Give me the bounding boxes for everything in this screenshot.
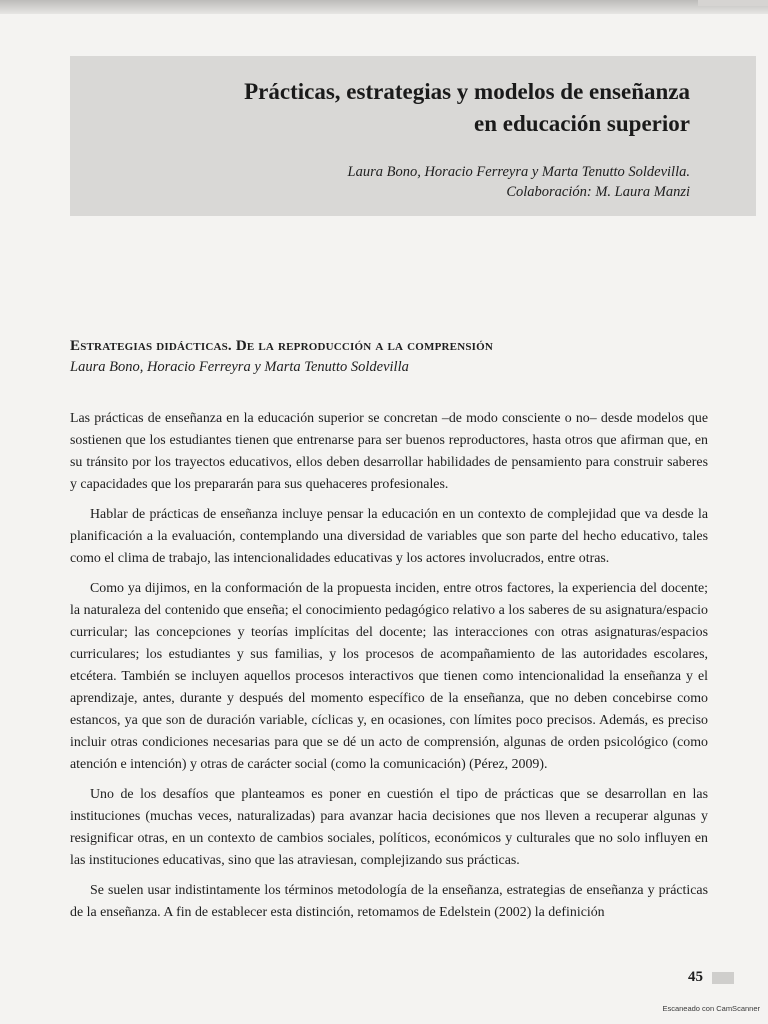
paragraph: Se suelen usar indistintamente los términos metodología de la enseñanza, estrategias de enseñanza y prácticas de la enseñanza. A fin de establecer esta distinción, retomamos de Edelstein (2002) la definición: [70, 883, 708, 920]
body-text: [70, 408, 708, 932]
section-authors: Laura Bono, Horacio Ferreyra y Marta Tenutto Soldevilla: [70, 359, 409, 375]
paragraph: Las prácticas de enseñanza en la educación superior se concretan –de modo consciente o no– desde modelos que sostienen que los estudiantes tienen que entrenarse para ser buenos reproductores, hasta otros que afirman que, en su tránsito por los trayectos educativos, ellos deben desarrollar habilidades de pensamiento para construir saberes y capacidades que los prepararán para sus quehaceres profesionales.: [70, 411, 708, 492]
running-header-mark: [698, 0, 768, 6]
page-number-decoration: [712, 972, 734, 984]
top-edge-strip: [0, 0, 768, 14]
chapter-title-line2: en educación superior: [474, 111, 690, 136]
chapter-authors: [90, 162, 690, 202]
section-heading: Estrategias didácticas. De la reproducción a la comprensión: [70, 338, 494, 354]
paragraph: Uno de los desafíos que planteamos es poner en cuestión el tipo de prácticas que se desarrollan en las instituciones (muchas veces, naturalizadas) para avanzar hacia decisiones que nos lleven a recuperar algunas y resignificar otras, en un contexto de cambios sociales, políticos, económicos y culturales que no solo influyen en las instituciones educativas, sino que las atraviesan, complejizando sus prácticas.: [70, 787, 708, 868]
paragraph: Hablar de prácticas de enseñanza incluye pensar la educación en un contexto de complejidad que va desde la planificación a la evaluación, contemplando una diversidad de variables que son parte del hecho educativo, tales como el clima de trabajo, las intencionalidades educativas y los actores involucrados, entre otras.: [70, 507, 708, 566]
chapter-collaboration-line: Colaboración: M. Laura Manzi: [506, 184, 690, 200]
page-number: 45: [688, 969, 703, 985]
paragraph: Como ya dijimos, en la conformación de la propuesta inciden, entre otros factores, la experiencia del docente; la naturaleza del contenido que enseña; el conocimiento pedagógico relativo a los saberes de su asignatura/espacio curricular; las concepciones y teorías implícitas del docente; las interacciones con otras asignaturas/espacios curriculares; los estudiantes y sus familias, y los procesos de acompañamiento de las autoridades escolares, etcétera. También se incluyen aquellos procesos interactivos que tienen como intencionalidad la enseñanza y el aprendizaje, antes, durante y después del momento específico de la enseñanza, que no deben concebirse como estancos, ya que son de duración variable, cíclicas y, en ocasiones, con límites poco precisos. Además, es preciso incluir otras condiciones necesarias para que se dé un acto de comprensión, algunas de orden psicológico (como atención e intención) y otras de carácter social (como la comunicación) (Pérez, 2009).: [70, 581, 708, 772]
chapter-title: [70, 76, 690, 140]
chapter-title-line1: Prácticas, estrategias y modelos de enseñanza: [244, 79, 690, 104]
chapter-authors-line: Laura Bono, Horacio Ferreyra y Marta Tenutto Soldevilla.: [347, 164, 690, 180]
scanner-watermark: Escaneado con CamScanner: [662, 1004, 760, 1013]
